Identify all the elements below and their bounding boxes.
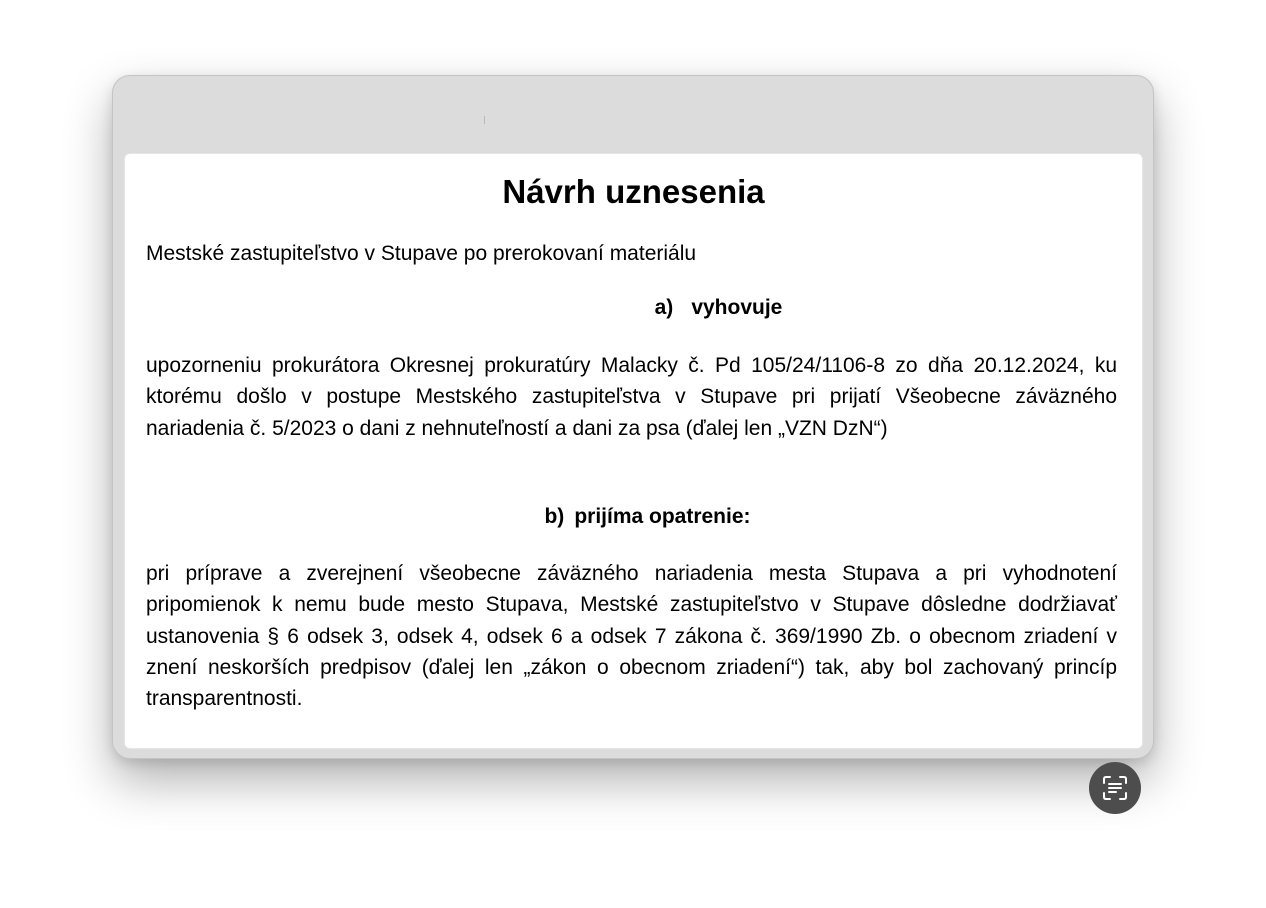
live-text-icon [1101, 774, 1129, 802]
document-page [124, 153, 1143, 749]
section-a-heading [125, 295, 1142, 321]
section-b-label: b) [544, 505, 565, 528]
section-a-title: vyhovuje [691, 296, 783, 319]
section-a-label: a) [654, 296, 674, 319]
titlebar-divider [484, 116, 485, 124]
section-a-text: upozorneniu prokurátora Okresnej prokuratúry Malacky č. Pd 105/24/1106-8 zo dňa 20.12.2024, ku ktorému došlo v postupe Mestského zastupiteľstva v Stupave pri prijatí Všeobecne záväzného nariadenia č. 5/2023 o dani z nehnuteľností a dani za psa (ďalej len „VZN DzN“) [146, 354, 1117, 440]
preview-window [112, 75, 1154, 759]
live-text-button[interactable] [1089, 762, 1141, 814]
intro-text: Mestské zastupiteľstvo v Stupave po prerokovaní materiálu [146, 242, 697, 265]
section-b-heading [125, 504, 1142, 530]
document-title: Návrh uznesenia [502, 173, 765, 210]
section-b-text: pri príprave a zverejnení všeobecne záväzného nariadenia mesta Stupava a pri vyhodnotení pripomienok k nemu bude mesto Stupava, Mestské zastupiteľstvo v Stupave dôsledne dodržiavať ustanovenia § 6 odsek 3, odsek 4, odsek 6 a odsek 7 zákona č. 369/1990 Zb. o obecnom zriadení v znení neskorších predpisov (ďalej len „zákon o obecnom zriadení“) tak, aby bol zachovaný princíp transparentnosti. [146, 562, 1117, 711]
section-b-title: prijíma opatrenie: [574, 505, 751, 528]
window-titlebar[interactable] [113, 76, 1153, 154]
